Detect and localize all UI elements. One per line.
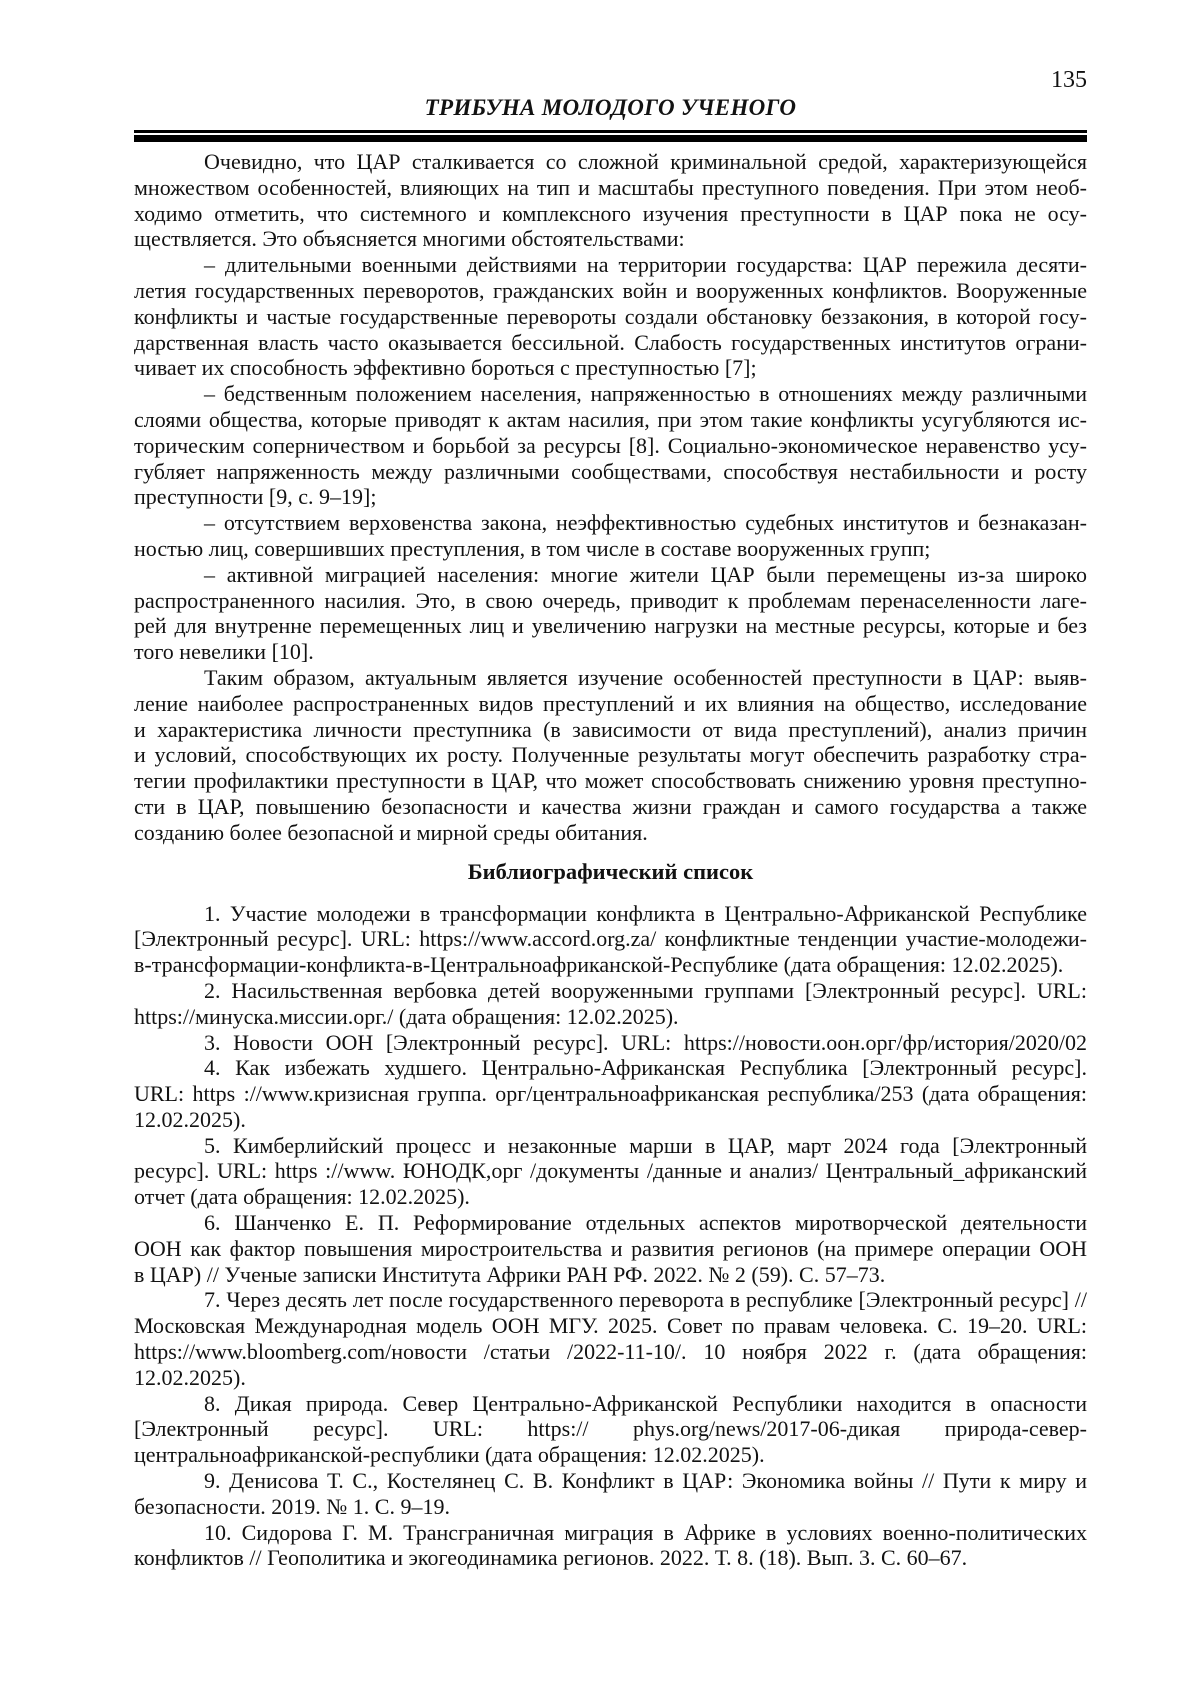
article-paragraph — [134, 252, 1087, 381]
text-line: 3. Новости ООН [Электронный ресурс]. URL: https://новости.оон.орг/фр/история/2020/02 — [204, 1029, 1087, 1055]
text-line: летия государственных переворотов, гражданских войн и вооруженных конфликтов. Вооруженные — [134, 277, 1087, 303]
text-line: ходимо отметить, что системного и комплексного изучения преступности в ЦАР пока не осу- — [134, 200, 1087, 226]
text-line: https://минуска.миссии.орг./ (дата обращения: 12.02.2025). — [134, 1003, 679, 1029]
bibliography-heading: Библиографический список — [467, 858, 754, 884]
text-line: Таким образом, актуальным является изучение особенностей преступности в ЦАР: выяв- — [204, 664, 1087, 690]
text-line: 2. Насильственная вербовка детей вооруженными группами [Электронный ресурс]. URL: — [204, 977, 1087, 1003]
bibliography-item — [134, 1287, 1087, 1390]
text-line: ществляется. Это объясняется многими обстоятельствами: — [134, 226, 685, 252]
text-line: [Электронный ресурс]. URL: https://www.accord.org.za/ конфликтные тенденции участие-молодежи- — [134, 926, 1087, 952]
text-line: центральноафриканской-республики (дата обращения: 12.02.2025). — [134, 1442, 765, 1468]
text-line: тегии профилактики преступности в ЦАР, что может способствовать снижению уровня преступно- — [134, 768, 1087, 794]
text-line: 6. Шанченко Е. П. Реформирование отдельных аспектов миротворческой деятельности — [204, 1210, 1087, 1236]
text-line: https://www.bloomberg.com/новости /статьи /2022-11-10/. 10 ноября 2022 г. (дата обращения: — [134, 1339, 1087, 1365]
text-line: конфликтов // Геополитика и экогеодинамика регионов. 2022. Т. 8. (18). Вып. 3. С. 60–67. — [134, 1545, 968, 1571]
bibliography-item — [134, 1391, 1087, 1468]
text-line: 1. Участие молодежи в трансформации конфликта в Центрально-Африканской Республике — [204, 900, 1087, 926]
text-line: и условий, способствующих их росту. Полученные результаты могут обеспечить разработку стра- — [134, 742, 1087, 768]
text-line: того невелики [10]. — [134, 639, 314, 665]
text-line: рей для внутренне перемещенных лиц и увеличению нагрузки на местные ресурсы, которые и без — [134, 613, 1087, 639]
text-line: чивает их способность эффективно бороться с преступностью [7]; — [134, 355, 757, 381]
header-rule-thick-line — [134, 135, 1087, 142]
text-line: торическим соперничеством и борьбой за ресурсы [8]. Социально-экономическое неравенство усу- — [134, 432, 1087, 458]
text-line: ООН как фактор повышения миростроительства и развития регионов (на примере операции ООН — [134, 1235, 1087, 1261]
text-line: преступности [9, с. 9–19]; — [134, 484, 377, 510]
text-line: – отсутствием верховенства закона, неэффективностью судебных институтов и безнаказан- — [204, 510, 1087, 536]
text-line: 4. Как избежать худшего. Центрально-Африканская Республика [Электронный ресурс]. — [204, 1055, 1087, 1081]
bibliography-item — [134, 1055, 1087, 1132]
text-line: ностью лиц, совершивших преступления, в том числе в составе вооруженных групп; — [134, 535, 931, 561]
bibliography-item — [134, 901, 1087, 978]
text-line: в-трансформации-конфликта-в-Центральноафриканской-Республике (дата обращения: 12.02.2025). — [134, 952, 1064, 978]
text-line: слоями общества, которые приводят к актам насилия, при этом такие конфликты усугубляются ис- — [134, 406, 1087, 432]
text-line: Очевидно, что ЦАР сталкивается со сложной криминальной средой, характеризующейся — [204, 149, 1087, 174]
text-line: сти в ЦАР, повышению безопасности и качества жизни граждан и самого государства а также — [134, 793, 1087, 819]
article-paragraph — [134, 665, 1087, 846]
text-line: 7. Через десять лет после государственного переворота в республике [Электронный ресурс] // — [204, 1287, 1087, 1313]
text-line: дарственная власть часто оказывается бессильной. Слабость государственных институтов ограни- — [134, 329, 1087, 355]
text-line: – бедственным положением населения, напряженностью в отношениях между различными — [204, 381, 1087, 407]
bibliography-item — [134, 1468, 1087, 1520]
text-line: 8. Дикая природа. Север Центрально-Африканской Республики находится в опасности — [204, 1390, 1087, 1416]
bibliography-item — [134, 1520, 1087, 1572]
text-line: безопасности. 2019. № 1. С. 9–19. — [134, 1493, 450, 1519]
text-line: отчет (дата обращения: 12.02.2025). — [134, 1184, 470, 1210]
text-line: 10. Сидорова Г. М. Трансграничная миграция в Африке в условиях военно-политических — [204, 1519, 1087, 1545]
text-line: ресурс]. URL: https ://www. ЮНОДК,орг /документы /данные и анализ/ Центральный_африканский — [134, 1158, 1087, 1184]
bibliography-item — [134, 978, 1087, 1030]
text-line: множеством особенностей, влияющих на тип и масштабы преступного поведения. При этом необ- — [134, 174, 1087, 200]
text-line: губляет напряженность между различными сообществами, способствуя нестабильности и росту — [134, 458, 1087, 484]
article-body — [134, 149, 1087, 846]
article-paragraph — [134, 562, 1087, 665]
text-line: Московская Международная модель ООН МГУ. 2025. Совет по правам человека. С. 19–20. URL: — [134, 1313, 1087, 1339]
text-line: распространенного насилия. Это, в свою очередь, приводит к проблемам перенаселенности лаге- — [134, 587, 1087, 613]
header-rule — [134, 130, 1087, 142]
text-line: [Электронный ресурс]. URL: https:// phys.org/news/2017-06-дикая природа-север- — [134, 1416, 1087, 1442]
text-line: ление наиболее распространенных видов преступлений и их влияния на общество, исследование — [134, 690, 1087, 716]
text-line: созданию более безопасной и мирной среды обитания. — [134, 819, 648, 845]
bibliography-item — [134, 1030, 1087, 1056]
text-line: URL: https ://www.кризисная группа. орг/центральноафриканская республика/253 (дата обращения: — [134, 1081, 1087, 1107]
text-line: 12.02.2025). — [134, 1364, 246, 1390]
bibliography-item — [134, 1133, 1087, 1210]
text-line: 12.02.2025). — [134, 1106, 246, 1132]
article-paragraph — [134, 149, 1087, 252]
text-line: – длительными военными действиями на территории государства: ЦАР пережила десяти- — [204, 252, 1087, 278]
text-line: 5. Кимберлийский процесс и незаконные марши в ЦАР, март 2024 года [Электронный — [204, 1132, 1087, 1158]
text-line: и характеристика личности преступника (в зависимости от вида преступлений), анализ причин — [134, 716, 1087, 742]
bibliography-list — [134, 901, 1087, 1572]
running-title: ТРИБУНА МОЛОДОГО УЧЕНОГО — [424, 95, 797, 120]
article-paragraph — [134, 381, 1087, 510]
header-rule-thin-line — [134, 130, 1087, 133]
page-number: 135 — [1051, 67, 1087, 93]
article-paragraph — [134, 510, 1087, 562]
text-line: 9. Денисова Т. С., Костелянец С. В. Конфликт в ЦАР: Экономика войны // Пути к миру и — [204, 1468, 1087, 1494]
text-line: в ЦАР) // Ученые записки Института Африки РАН РФ. 2022. № 2 (59). С. 57–73. — [134, 1261, 886, 1287]
text-line: – активной миграцией населения: многие жители ЦАР были перемещены из-за широко — [204, 561, 1087, 587]
text-line: конфликты и частые государственные перевороты создали обстановку беззакония, в которой госу- — [134, 303, 1087, 329]
bibliography-item — [134, 1210, 1087, 1287]
